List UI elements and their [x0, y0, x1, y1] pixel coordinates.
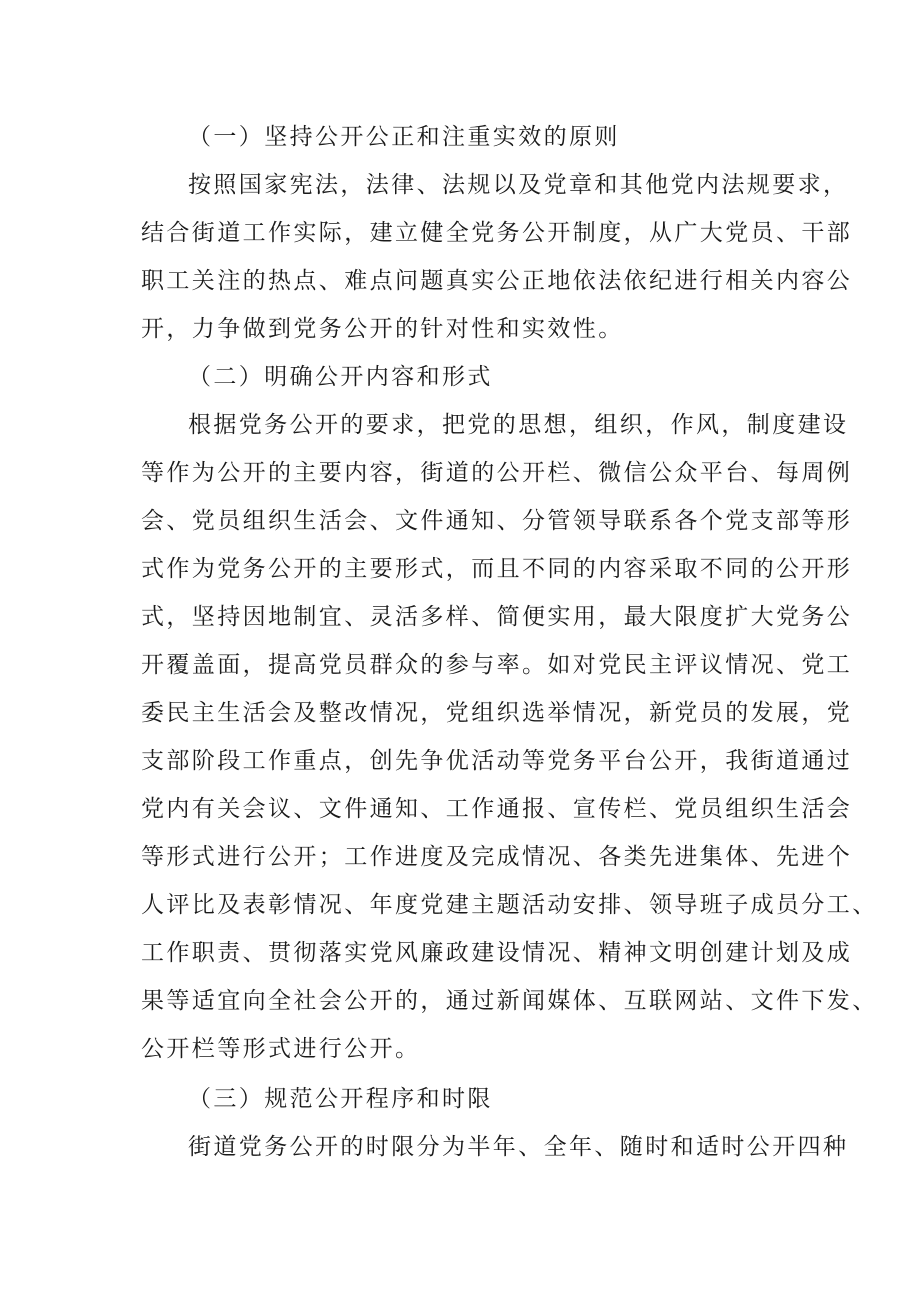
- paragraph-line: 党内有关会议、文件通知、工作通报、宣传栏、党员组织生活会: [141, 796, 853, 822]
- paragraph-line: 果等适宜向全社会公开的，通过新闻媒体、互联网站、文件下发、: [141, 988, 878, 1014]
- section-heading-3: （三）规范公开程序和时限: [188, 1086, 493, 1112]
- paragraph-line: 人评比及表彰情况、年度党建主题活动安排、领导班子成员分工、: [141, 892, 878, 918]
- paragraph-line: 工作职责、贯彻落实党风廉政建设情况、精神文明创建计划及成: [141, 940, 853, 966]
- paragraph-line: 街道党务公开的时限分为半年、全年、随时和适时公开四种: [188, 1134, 849, 1160]
- paragraph-line: 等形式进行公开；工作进度及完成情况、各类先进集体、先进个: [141, 844, 853, 870]
- paragraph-line: 结合街道工作实际，建立健全党务公开制度，从广大党员、干部: [141, 220, 853, 246]
- paragraph-line: 开覆盖面，提高党员群众的参与率。如对党民主评议情况、党工: [141, 652, 853, 678]
- paragraph-line: 根据党务公开的要求，把党的思想，组织，作风，制度建设: [188, 412, 849, 438]
- paragraph-line: 等作为公开的主要内容，街道的公开栏、微信公众平台、每周例: [141, 460, 853, 486]
- paragraph-line: 职工关注的热点、难点问题真实公正地依法依纪进行相关内容公: [141, 268, 853, 294]
- paragraph-line: 支部阶段工作重点，创先争优活动等党务平台公开，我街道通过: [141, 748, 853, 774]
- paragraph-line: 按照国家宪法，法律、法规以及党章和其他党内法规要求，: [188, 172, 849, 198]
- section-heading-2: （二）明确公开内容和形式: [188, 364, 493, 390]
- paragraph-line: 式，坚持因地制宜、灵活多样、简便实用，最大限度扩大党务公: [141, 604, 853, 630]
- paragraph-line: 开，力争做到党务公开的针对性和实效性。: [141, 316, 624, 342]
- paragraph-line: 公开栏等形式进行公开。: [141, 1036, 421, 1062]
- paragraph-line: 式作为党务公开的主要形式，而且不同的内容采取不同的公开形: [141, 556, 853, 582]
- section-heading-1: （一）坚持公开公正和注重实效的原则: [188, 124, 620, 150]
- paragraph-line: 会、党员组织生活会、文件通知、分管领导联系各个党支部等形: [141, 508, 853, 534]
- paragraph-line: 委民主生活会及整改情况，党组织选举情况，新党员的发展，党: [141, 700, 853, 726]
